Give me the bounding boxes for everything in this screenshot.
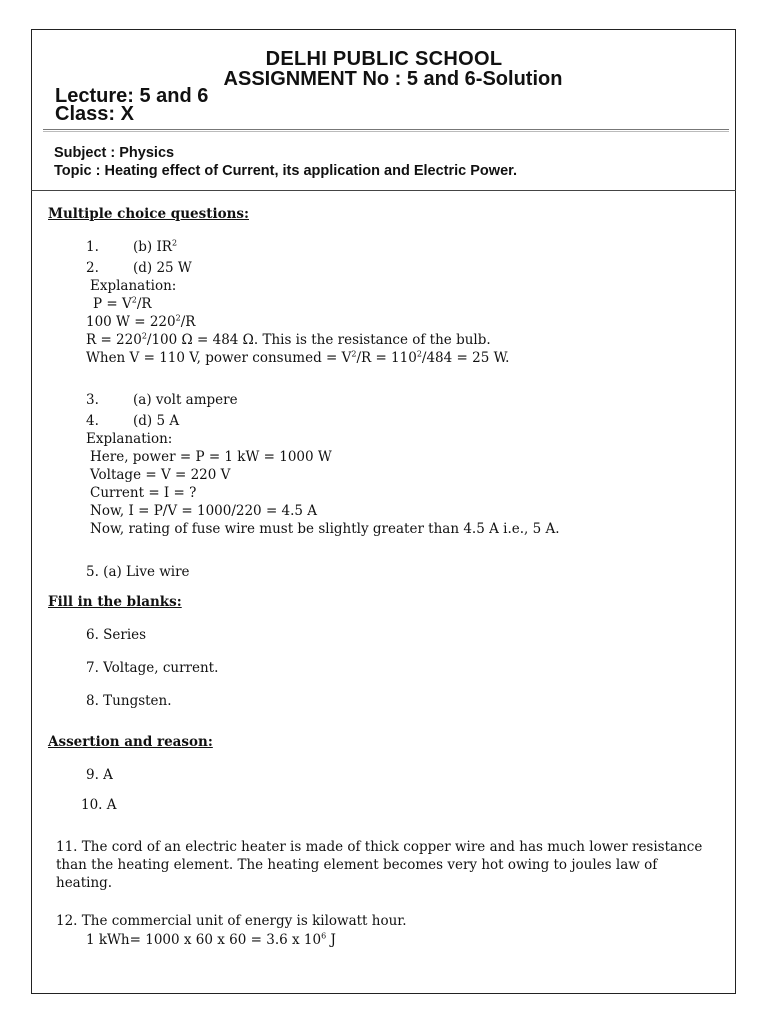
- q11-line-1: 11. The cord of an electric heater is made of thick copper wire and has much lower resistance: [56, 839, 703, 855]
- q12-line-1: 12. The commercial unit of energy is kilowatt hour.: [56, 913, 407, 929]
- q1-answer: (b) $IR^2$: [133, 238, 178, 255]
- q4-step-4: Now, I = P/V = 1000/220 = 4.5 A: [90, 503, 318, 519]
- q11-line-2: than the heating element. The heating element becomes very hot owing to joules law of: [56, 857, 658, 873]
- lecture-label: Lecture: 5 and 6: [55, 85, 209, 107]
- q7-answer: 7. Voltage, current.: [86, 660, 219, 676]
- q4-answer: (d) 5 A: [133, 413, 180, 429]
- q8-answer: 8. Tungsten.: [86, 693, 172, 709]
- q2-answer: (d) 25 W: [133, 260, 192, 276]
- q4-step-3: Current = I = ?: [90, 485, 197, 501]
- q2-step-1: 100 $W = 220^2/R$: [86, 313, 196, 330]
- fill-heading: Fill in the blanks:: [48, 594, 182, 610]
- q2-step-2: $R = 220^2/100$ Ω = 484 Ω. This is the resistance of the bulb.: [86, 331, 491, 348]
- header-divider-shadow: [43, 131, 729, 132]
- assignment-title: ASSIGNMENT No : 5 and 6-Solution: [223, 68, 563, 90]
- q3-number: 3.: [86, 392, 99, 408]
- topic-label: Topic : Heating effect of Current, its application and Electric Power.: [54, 163, 518, 179]
- q3-answer: (a) volt ampere: [133, 392, 238, 408]
- q5-answer: 5. (a) Live wire: [86, 564, 190, 580]
- q12-line-2: 1 kWh= 1000 x 60 x 60 = 3.6 x $10^6$ J: [86, 931, 336, 948]
- assertion-heading: Assertion and reason:: [48, 734, 213, 750]
- q9-answer: 9. A: [86, 767, 113, 783]
- q4-step-2: Voltage = V = 220 V: [90, 467, 231, 483]
- q2-explanation-label: Explanation:: [90, 278, 177, 294]
- q2-formula: $P = V^2/R$: [93, 295, 152, 312]
- q6-answer: 6. Series: [86, 627, 147, 643]
- subject-label: Subject : Physics: [54, 145, 175, 161]
- q2-number: 2.: [86, 260, 99, 276]
- q4-number: 4.: [86, 413, 99, 429]
- school-name: DELHI PUBLIC SCHOOL: [265, 48, 503, 70]
- q2-step-3: When V = 110 V, power consumed = $V^2/R = 110^2/484 = 25$ W.: [86, 349, 510, 366]
- class-label: Class: X: [55, 103, 134, 125]
- q4-explanation-label: Explanation:: [86, 431, 173, 447]
- q11-line-3: heating.: [56, 875, 113, 891]
- q4-step-1: Here, power = P = 1 kW = 1000 W: [90, 449, 332, 465]
- q4-step-5: Now, rating of fuse wire must be slightly greater than 4.5 A i.e., 5 A.: [90, 521, 560, 537]
- header-divider: [43, 129, 729, 130]
- q1-number: 1.: [86, 239, 99, 255]
- q10-answer: 10. A: [81, 797, 117, 813]
- mcq-heading: Multiple choice questions:: [48, 206, 249, 222]
- section-divider: [31, 190, 736, 191]
